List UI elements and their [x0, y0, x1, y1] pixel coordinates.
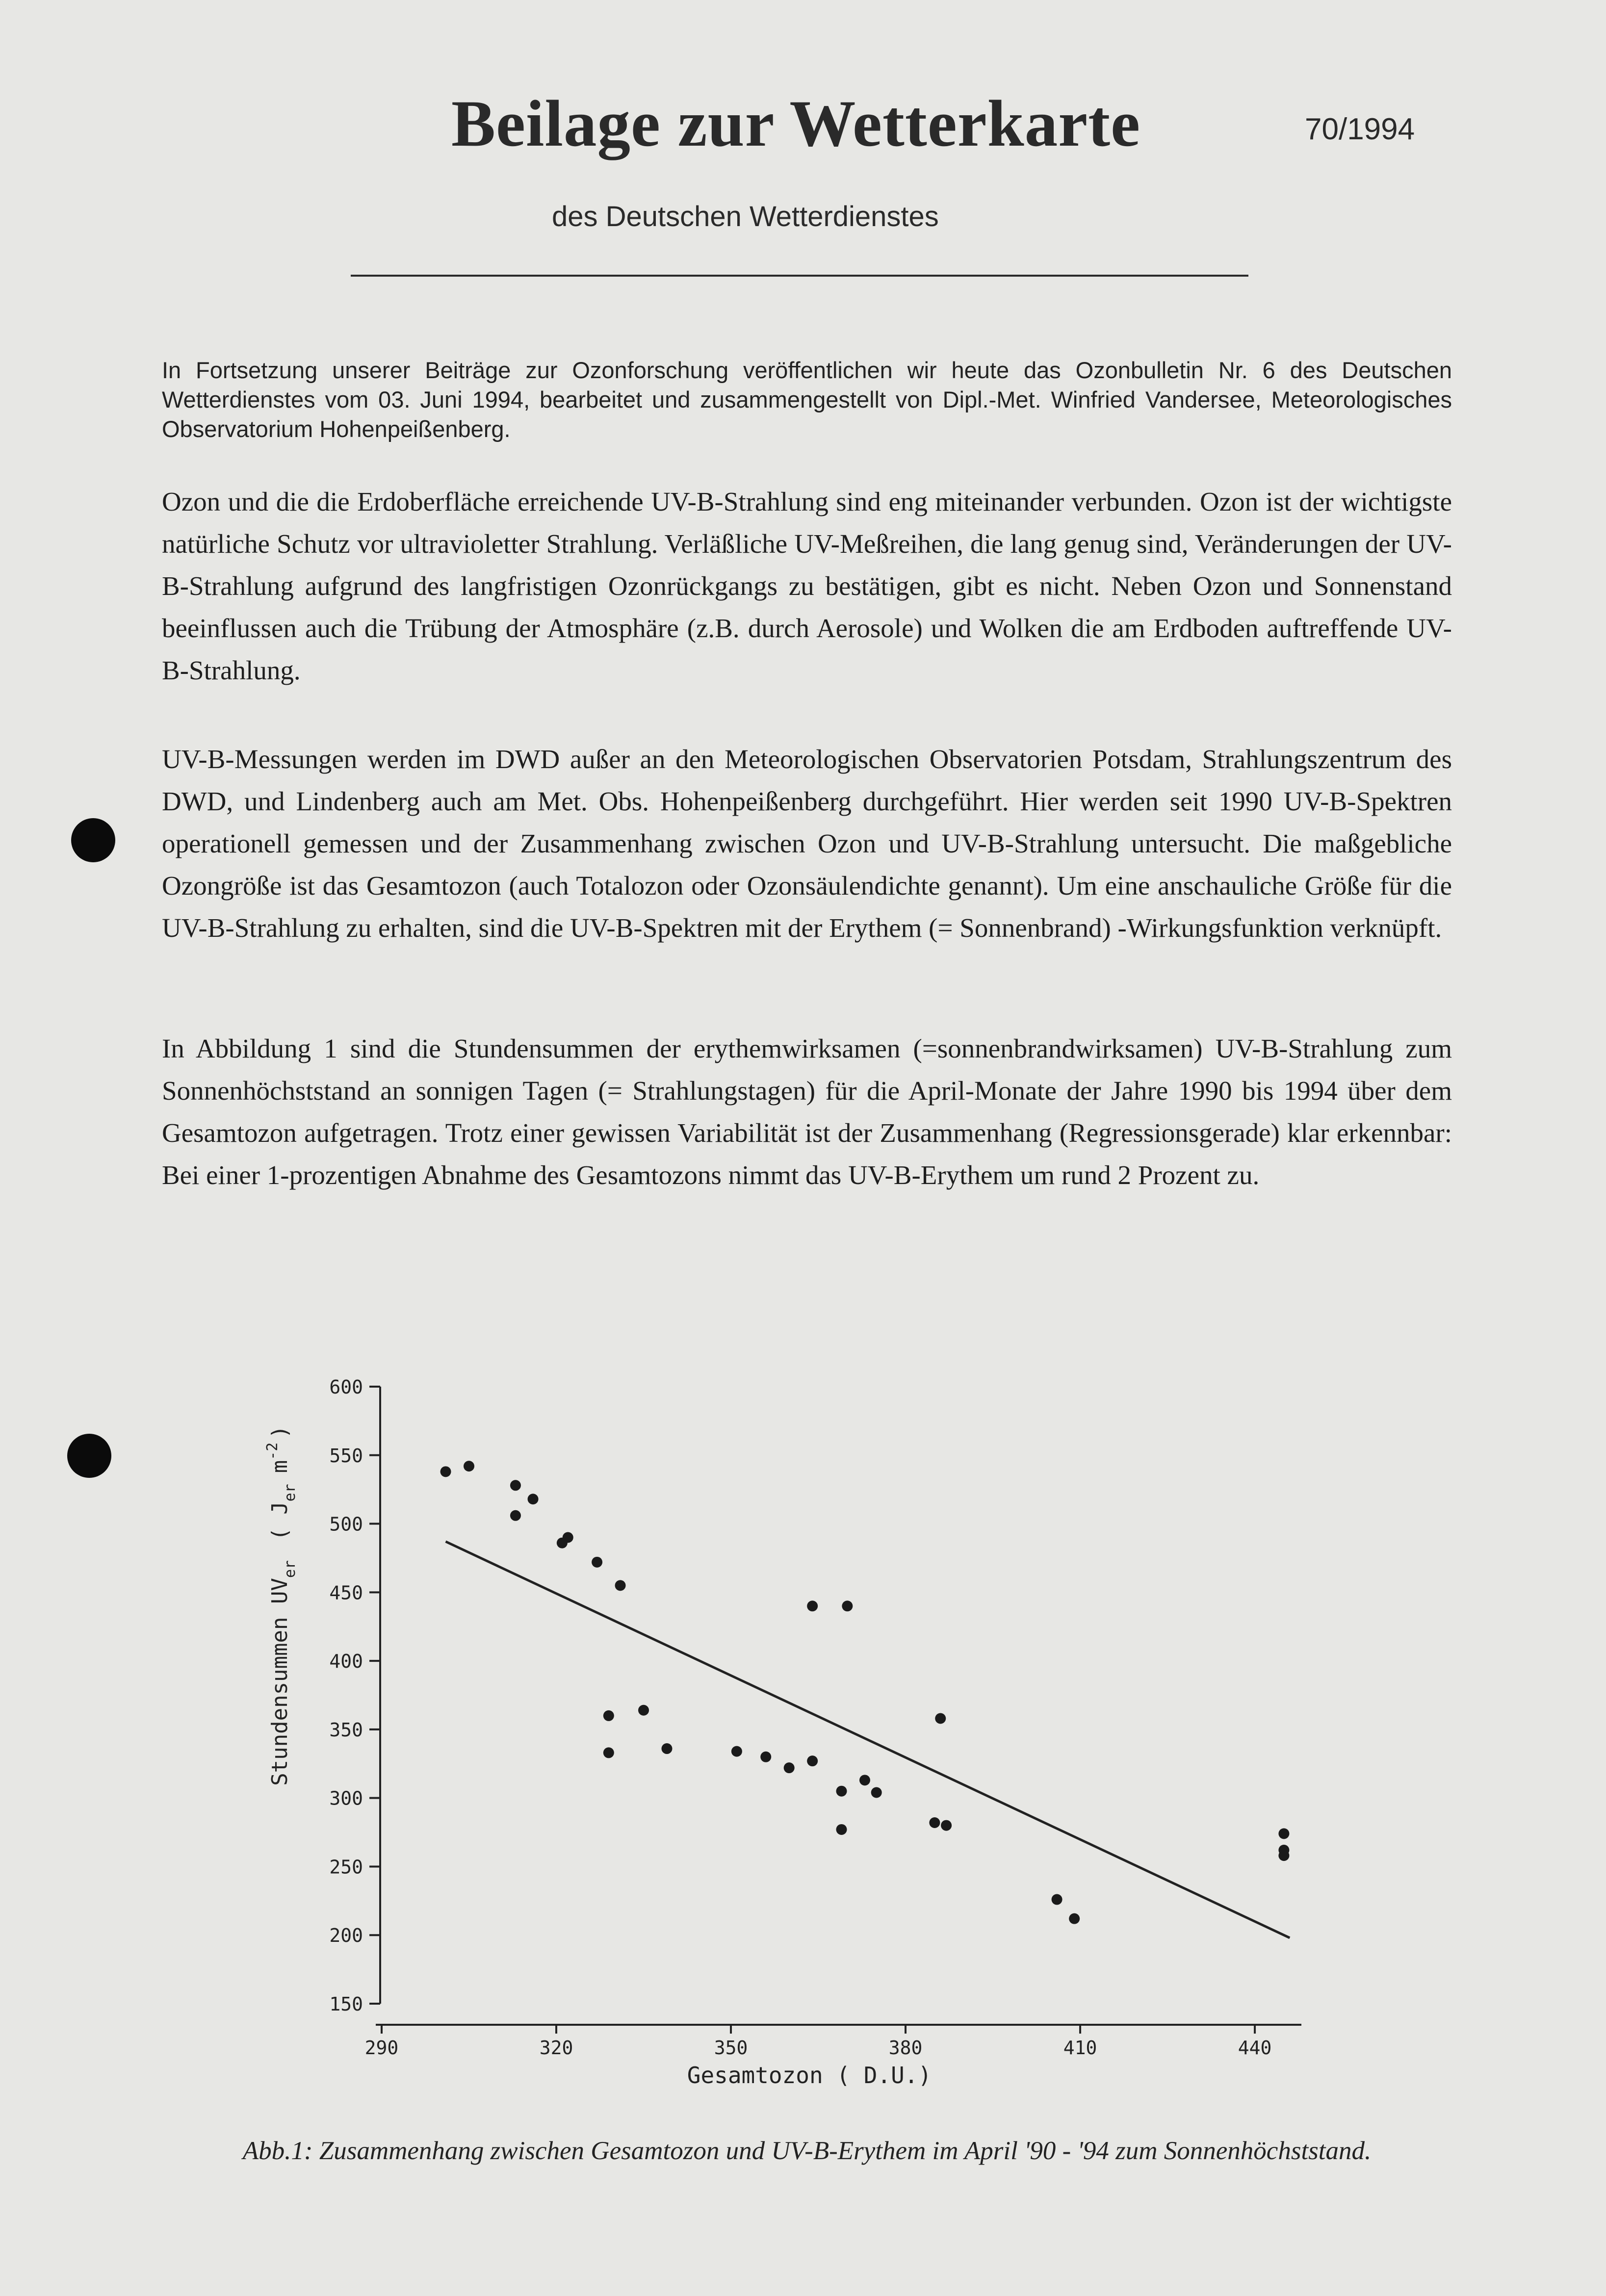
- data-point: [440, 1466, 451, 1477]
- data-point: [1069, 1913, 1080, 1924]
- data-point: [784, 1762, 795, 1773]
- y-tick-label: 150: [329, 1993, 363, 2015]
- page-subtitle: des Deutschen Wetterdienstes: [552, 201, 939, 232]
- y-tick-label: 300: [329, 1787, 363, 1809]
- x-tick-label: 290: [364, 2037, 399, 2059]
- y-tick-label: 600: [329, 1376, 363, 1398]
- y-axis-label-main: Stundensummen UV: [267, 1578, 292, 1786]
- data-point: [1052, 1894, 1062, 1905]
- figure-caption: Abb.1: Zusammenhang zwischen Gesamtozon und UV-B-Erythem im April '90 - '94 zum Sonnenhöchststand.: [242, 2137, 1372, 2165]
- data-point: [464, 1461, 474, 1471]
- page-title: Beilage zur Wetterkarte: [451, 87, 1141, 160]
- data-point: [510, 1510, 521, 1521]
- data-point: [842, 1600, 853, 1611]
- y-tick-label: 200: [329, 1925, 363, 1947]
- x-tick-label: 320: [539, 2037, 573, 2059]
- data-point: [661, 1743, 672, 1754]
- x-tick-label: 380: [888, 2037, 923, 2059]
- data-point: [1278, 1828, 1289, 1839]
- x-tick-label: 440: [1238, 2037, 1272, 2059]
- intro-paragraph: In Fortsetzung unserer Beiträge zur Ozonforschung veröffentlichen wir heute das Ozonbulletin Nr. 6 des Deutschen Wetterdienstes vom 03. Juni 1994, bearbeitet und zusammengestellt von Dipl.-Met. Winfried Vandersee, Meteorologisches Observatorium Hohenpeißenberg.: [162, 357, 1452, 442]
- y-axis-label: [264, 1335, 299, 1903]
- data-point: [603, 1710, 614, 1721]
- issue-number: 70/1994: [1305, 112, 1415, 146]
- y-axis-label-sub: er: [282, 1560, 299, 1578]
- chart-ticks: [329, 1376, 1271, 2059]
- data-point: [731, 1746, 742, 1757]
- data-point: [638, 1705, 649, 1716]
- y-axis-label-units-open: ( J: [267, 1501, 292, 1541]
- data-point: [592, 1557, 602, 1568]
- data-point: [836, 1824, 847, 1835]
- data-point: [1278, 1850, 1289, 1861]
- data-point: [859, 1775, 870, 1785]
- data-point: [563, 1532, 573, 1543]
- y-axis-label-units-close: ): [267, 1425, 292, 1439]
- y-tick-label: 400: [329, 1651, 363, 1673]
- data-point: [935, 1713, 946, 1724]
- data-point: [807, 1600, 818, 1611]
- x-axis-label: Gesamtozon ( D.U.): [687, 2062, 932, 2089]
- y-tick-label: 450: [329, 1582, 363, 1604]
- y-axis-label-text: [264, 1335, 299, 1903]
- data-point: [836, 1786, 847, 1797]
- y-tick-label: 550: [329, 1445, 363, 1467]
- y-axis-label-units-sup: -2: [264, 1442, 281, 1460]
- y-tick-label: 500: [329, 1513, 363, 1535]
- x-tick-label: 410: [1063, 2037, 1097, 2059]
- data-point: [941, 1820, 952, 1831]
- y-axis-label-units-sub: er: [282, 1484, 299, 1502]
- body-paragraph-1: Ozon und die die Erdoberfläche erreichende UV-B-Strahlung sind eng miteinander verbunden. Ozon ist der wichtigste natürliche Schutz vor ultravioletter Strahlung. Verläßliche UV-Meßreihen, die lang genug sind, Veränderungen der UV-B-Strahlung aufgrund des langfristigen Ozonrückgangs zu bestätigen, gibt es nicht. Neben Ozon und Sonnenstand beeinflussen auch die Trübung der Atmosphäre (z.B. durch Aerosole) und Wolken die am Erdboden auftreffende UV-B-Strahlung.: [162, 487, 1452, 685]
- body-paragraph-2: UV-B-Messungen werden im DWD außer an den Meteorologischen Observatorien Potsdam, Strahlungszentrum des DWD, und Lindenberg auch am Met. Obs. Hohenpeißenberg durchgeführt. Hier werden seit 1990 UV-B-Spektren operationell gemessen und der Zusammenhang zwischen Ozon und UV-B-Strahlung untersucht. Die maßgebliche Ozongröße ist das Gesamtozon (auch Totalozon oder Ozonsäulendichte genannt). Um eine anschauliche Größe für die UV-B-Strahlung zu erhalten, sind die UV-B-Spektren mit der Erythem (= Sonnenbrand) -Wirkungsfunktion verknüpft.: [162, 744, 1452, 943]
- y-tick-label: 350: [329, 1719, 363, 1741]
- body-paragraph-3: In Abbildung 1 sind die Stundensummen der erythemwirksamen (=sonnenbrandwirksamen) UV-B-Strahlung zum Sonnenhöchststand an sonnigen Tagen (= Strahlungstagen) für die April-Monate der Jahre 1990 bis 1994 über dem Gesamtozon aufgetragen. Trotz einer gewissen Variabilität ist der Zusammenhang (Regressionsgerade) klar erkennbar: Bei einer 1-prozentigen Abnahme des Gesamtozons nimmt das UV-B-Erythem um rund 2 Prozent zu.: [162, 1033, 1452, 1190]
- data-point: [528, 1494, 539, 1504]
- data-point: [807, 1755, 818, 1766]
- chart-points: [440, 1461, 1290, 1924]
- data-point: [871, 1787, 882, 1798]
- data-point: [929, 1817, 940, 1828]
- x-tick-label: 350: [714, 2037, 748, 2059]
- data-point: [615, 1580, 626, 1591]
- regression-line: [446, 1542, 1290, 1938]
- data-point: [760, 1752, 771, 1762]
- data-point: [510, 1480, 521, 1491]
- chart-regression-group: [446, 1542, 1290, 1938]
- data-point: [603, 1747, 614, 1758]
- y-tick-label: 250: [329, 1856, 363, 1878]
- y-axis-label-units-m: m: [267, 1460, 292, 1473]
